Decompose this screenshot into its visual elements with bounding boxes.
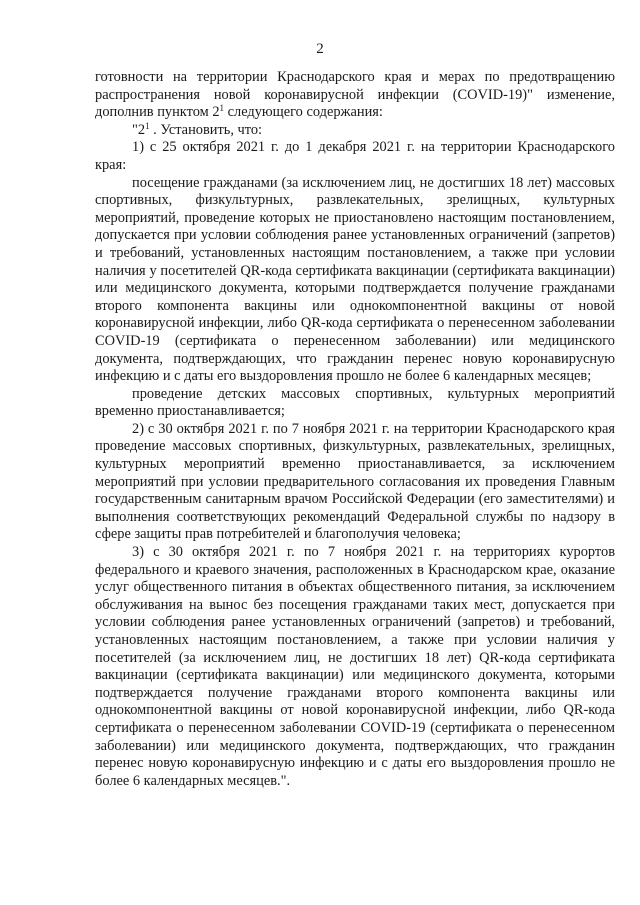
intro-tail: следующего содержания:: [224, 104, 383, 121]
point-heading-superscript: 1: [145, 120, 150, 131]
page-number: 2: [316, 41, 324, 57]
intro-paragraph: [95, 69, 615, 122]
point-heading-number: "2: [132, 121, 146, 138]
intro-text: готовности на территории Краснодарского края и мерах по предотвращению распространения новой коронавирусной инфекции (COVID-19)" изменение, дополнив пунктом 2: [95, 69, 615, 121]
item-3: 3) с 30 октября 2021 г. по 7 ноября 2021 г. на территориях курортов федерального и краевого значения, расположенных в Краснодарском крае, оказание услуг общественного питания в объектах общественного питания, за исключением обслуживания на вынос без посещения гражданами таких мест, допускается при условии соблюдения ранее установленных ограничений (запретов) и требований, установленных настоящим постановлением, а также при условии наличия у посетителей (за исключением лиц, не достигших 18 лет) QR-кода сертификата вакцинации (сертификата вакцинации) или медицинского документа, которыми подтверждается получение гражданами второго компонента вакцины или однокомпонентной вакцины от новой коронавирусной инфекции, либо QR-кода сертификата о перенесенном заболевании COVID-19 (сертификата о перенесенном заболевании) или медицинского документа, подтверждающих, что гражданин перенес новую коронавирусную инфекцию и с даты его выздоровления прошло не более 6 календарных месяцев.".: [95, 544, 615, 789]
intro-superscript: 1: [219, 103, 225, 114]
item-1-children-events: проведение детских массовых спортивных, культурных мероприятий временно приостанавливается;: [95, 385, 615, 420]
point-heading: [95, 122, 615, 140]
item-2: 2) с 30 октября 2021 г. по 7 ноября 2021 г. на территории Краснодарского края проведение массовых спортивных, физкультурных, развлекательных, зрелищных, культурных мероприятий временно приостанавливается, за исключением мероприятий при условии предварительного согласования их проведения Главным государственным санитарным врачом Российской Федерации (его заместителями) и выполнения соответствующих рекомендаций Федеральной службы по надзору в сфере защиты прав потребителей и благополучия человека;: [95, 420, 615, 543]
item-1-attendance: посещение гражданами (за исключением лиц, не достигших 18 лет) массовых спортивных, физкультурных, развлекательных, зрелищных, культурных мероприятий, проведение которых не приостановлено настоящим постановлением, допускается при условии соблюдения ранее установленных ограничений (запретов) и требований, установленных настоящим постановлением, а также при условии наличия у посетителей QR-кода сертификата вакцинации (сертификата вакцинации) или медицинского документа, которыми подтверждается получение гражданами второго компонента вакцины или однокомпонентной вакцины от новой коронавирусной инфекции, либо QR-кода сертификата о перенесенном заболевании COVID-19 (сертификата о перенесенном заболевании) или медицинского документа, подтверждающих, что гражданин перенес новую коронавирусную инфекцию и с даты его выздоровления прошло не более 6 календарных месяцев;: [95, 174, 615, 385]
point-heading-text: . Установить, что:: [149, 121, 263, 138]
item-1: 1) с 25 октября 2021 г. до 1 декабря 2021 г. на территории Краснодарского края:: [95, 139, 615, 173]
document-body: [95, 69, 615, 790]
